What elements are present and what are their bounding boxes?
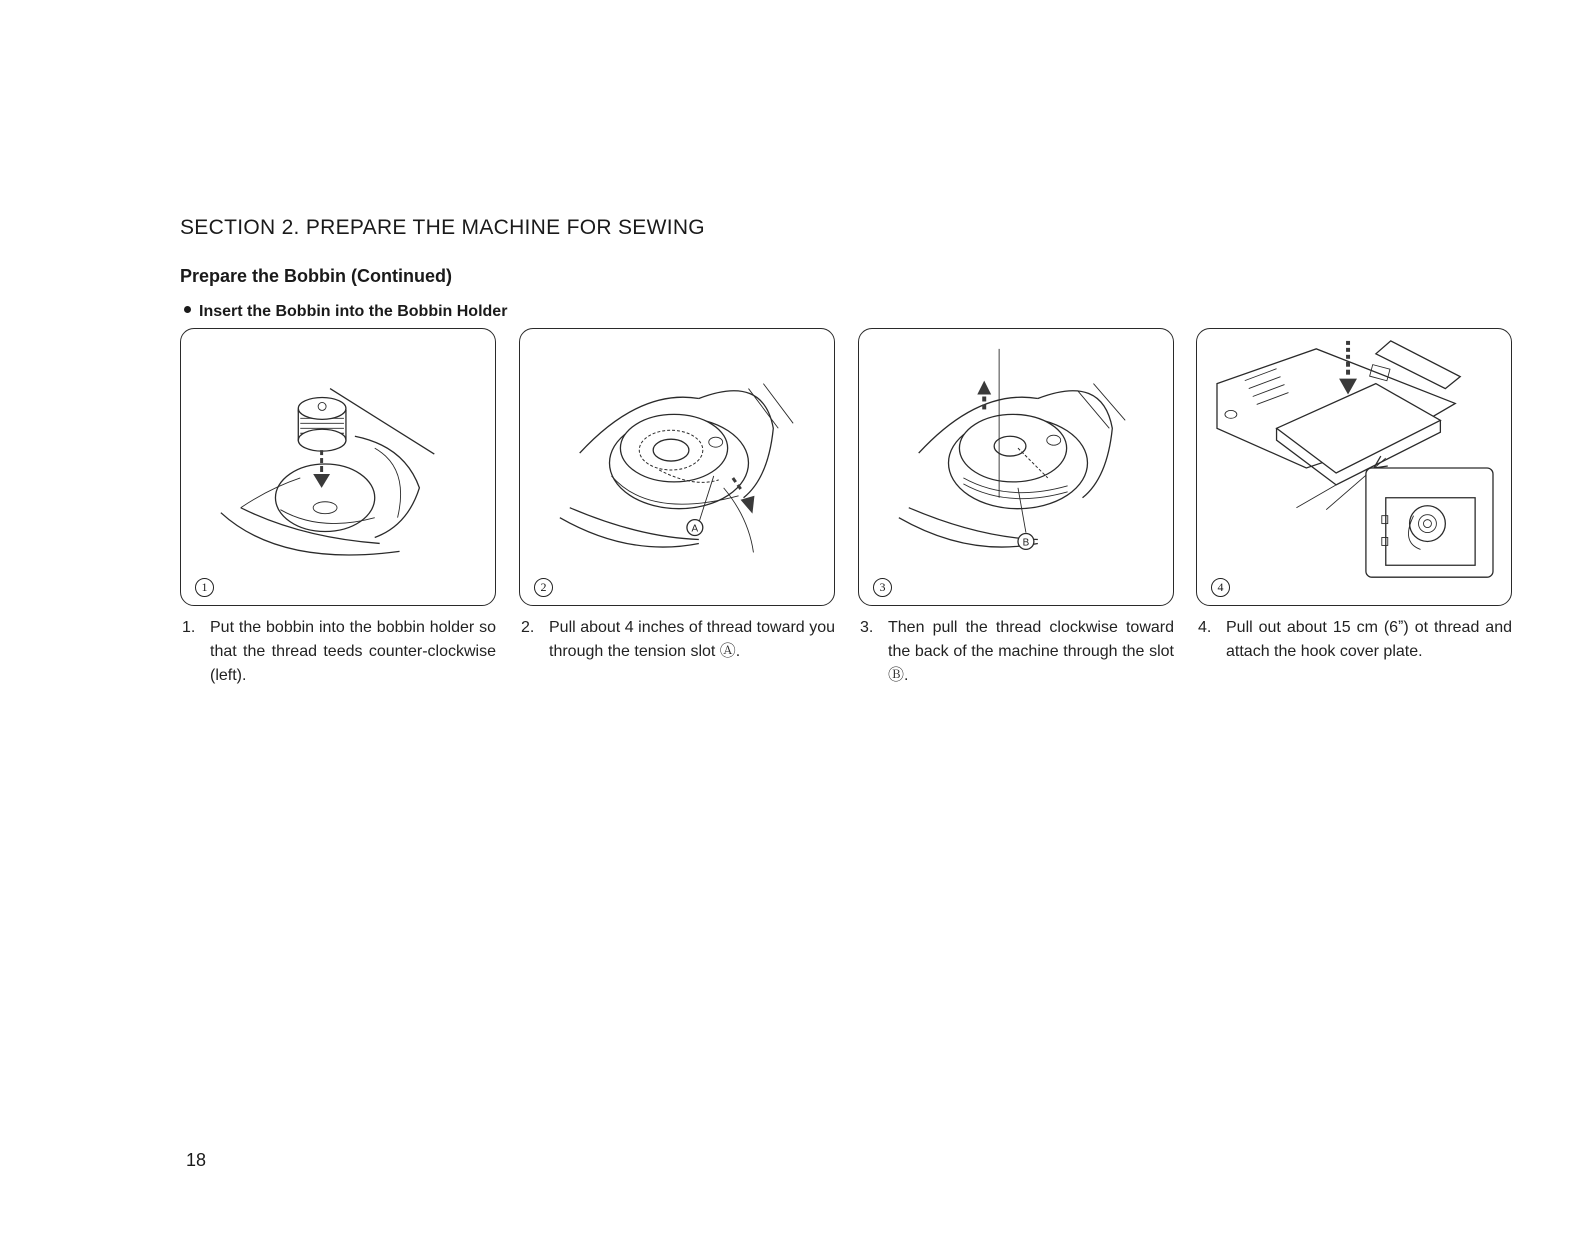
- step-text: Put the bobbin into the bobbin holder so that the thread teeds counter-clockwise (left).: [210, 619, 496, 684]
- step-caption-3: [860, 616, 1174, 688]
- step-number: 4.: [1198, 619, 1212, 636]
- step-text: Pull out about 15 cm (6ˮ) ot thread and attach the hook cover plate.: [1226, 619, 1512, 660]
- figure-4-hook-cover-plate: [1196, 328, 1512, 606]
- tension-slot-illustration: [520, 329, 834, 605]
- step-heading: [184, 303, 507, 321]
- section-title: SECTION 2. PREPARE THE MACHINE FOR SEWING: [180, 216, 705, 239]
- figure-3-clockwise-slot: [858, 328, 1174, 606]
- figure-number-badge: 1: [195, 578, 214, 597]
- step-caption-1: [182, 616, 496, 688]
- bullet-icon: [184, 306, 191, 313]
- figure-number-badge: 4: [1211, 578, 1230, 597]
- figure-number-badge: 2: [534, 578, 553, 597]
- slot-b-label: B: [1022, 537, 1030, 549]
- hook-cover-plate-illustration: [1197, 329, 1511, 605]
- figure-number-badge: 3: [873, 578, 892, 597]
- step-heading-text: Insert the Bobbin into the Bobbin Holder: [199, 303, 508, 320]
- page-number: 18: [186, 1150, 207, 1170]
- step-number: 1.: [182, 619, 196, 636]
- step-number: 3.: [860, 619, 874, 636]
- step-text: Pull about 4 inches of thread toward you through the tension slot Ⓐ.: [549, 619, 835, 660]
- step-caption-2: [521, 616, 835, 664]
- figure-2-tension-slot: [519, 328, 835, 606]
- step-text: Then pull the thread clockwise toward the back of the machine through the slot Ⓑ.: [888, 619, 1174, 684]
- step-number: 2.: [521, 619, 535, 636]
- step-caption-4: [1198, 616, 1512, 664]
- slot-a-label: A: [691, 523, 699, 535]
- figure-1-bobbin-insert: [180, 328, 496, 606]
- clockwise-slot-illustration: [859, 329, 1173, 605]
- page-subtitle: Prepare the Bobbin (Continued): [180, 266, 452, 286]
- bobbin-insert-illustration: [181, 329, 495, 605]
